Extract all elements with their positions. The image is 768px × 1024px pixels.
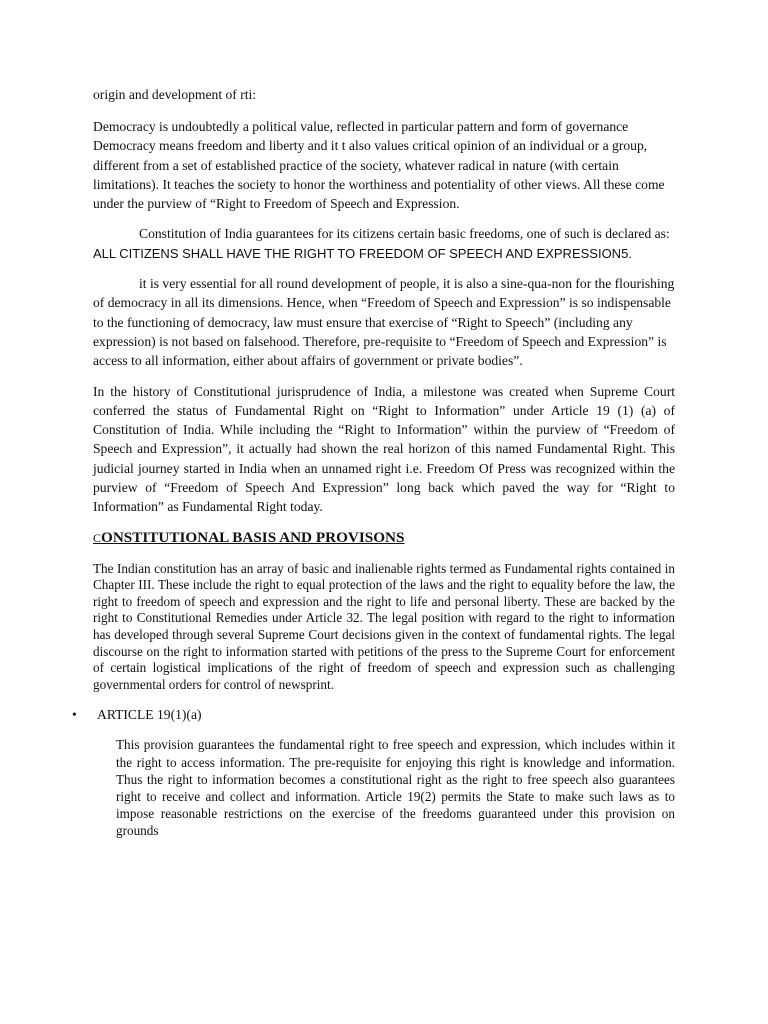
bullet-item-article [72,705,675,724]
constitution-declaration-caps: ALL CITIZENS SHALL HAVE THE RIGHT TO FREEDOM OF SPEECH AND EXPRESSION5. [93,245,632,261]
paragraph-article-19: This provision guarantees the fundamental right to free speech and expression, which includes within it the right to access information. The pre-requisite for enjoying this right is knowledge and information. Thus the right to information becomes a constitutional right as the right to free speech also guarantees right to receive and collect and information. Article 19(2) permits the State to make such laws as to impose reasonable restrictions on the exercise of the freedoms guaranteed under this provision on grounds [116,737,675,839]
intro-heading: origin and development of rti: [93,87,257,102]
constitution-lead-text: Constitution of India guarantees for its citizens certain basic freedoms, one of such is declared as: [139,226,670,242]
section-heading-lead: C [93,530,102,545]
paragraph-constitution [93,224,675,263]
paragraph-history: In the history of Constitutional jurisprudence of India, a milestone was created when Supreme Court conferred the status of Fundamental Right on “Right to Information” under Article 19 (1) (a) of Constitution of India. While including the “Right to Information” within the purview of “Freedom of Speech and Expression”, it actually had shown the real horizon of this named Fundamental Right. This judicial journey started in India when an unnamed right i.e. Freedom Of Press was recognized within the purview of “Freedom of Speech And Expression” long back which paved the way for “Right to Information” as Fundamental Right today. [93,383,675,515]
bullet-label: ARTICLE 19(1)(a) [97,707,202,723]
paragraph-democracy: Democracy is undoubtedly a political value, reflected in particular pattern and form of governance Democracy means freedom and liberty and it t also values critical opinion of an individual or a group, different from a set of established practice of the society, whatever radical in nature (with certain limitations). It teaches the society to honor the worthiness and potentiality of other views. All these come under the purview of “Right to Freedom of Speech and Expression. [93,119,665,212]
paragraph-essential: it is very essential for all round development of people, it is also a sine-qua-non for the flourishing of democracy in all its dimensions. Hence, when “Freedom of Speech and Expression” is so indispensable to the functioning of democracy, law must ensure that exercise of “Right to Speech” (including any expression) is not based on falsehood. Therefore, pre-requisite to “Freedom of Speech and Expression” is access to all information, either about affairs of government or private bodies”. [93,276,675,369]
section-heading [93,528,675,548]
section-heading-text: ONSTITUTIONAL BASIS AND PROVISONS [101,528,405,546]
bullet-icon: • [72,707,77,723]
paragraph-indian-constitution: The Indian constitution has an array of basic and inalienable rights termed as Fundamental rights contained in Chapter III. These include the right to equal protection of the laws and the right to equality before the law, the right to freedom of speech and expression and the right to life and personal liberty. These are backed by the right to Constitutional Remedies under Article 32. The legal position with regard to the right to information has developed through several Supreme Court decisions given in the context of fundamental rights. The legal discourse on the right to information started with petitions of the press to the Supreme Court for enforcement of certain logistical implications of the right of freedom of speech and expression such as challenging governmental orders for control of newsprint. [93,560,675,692]
document-page [72,85,675,840]
